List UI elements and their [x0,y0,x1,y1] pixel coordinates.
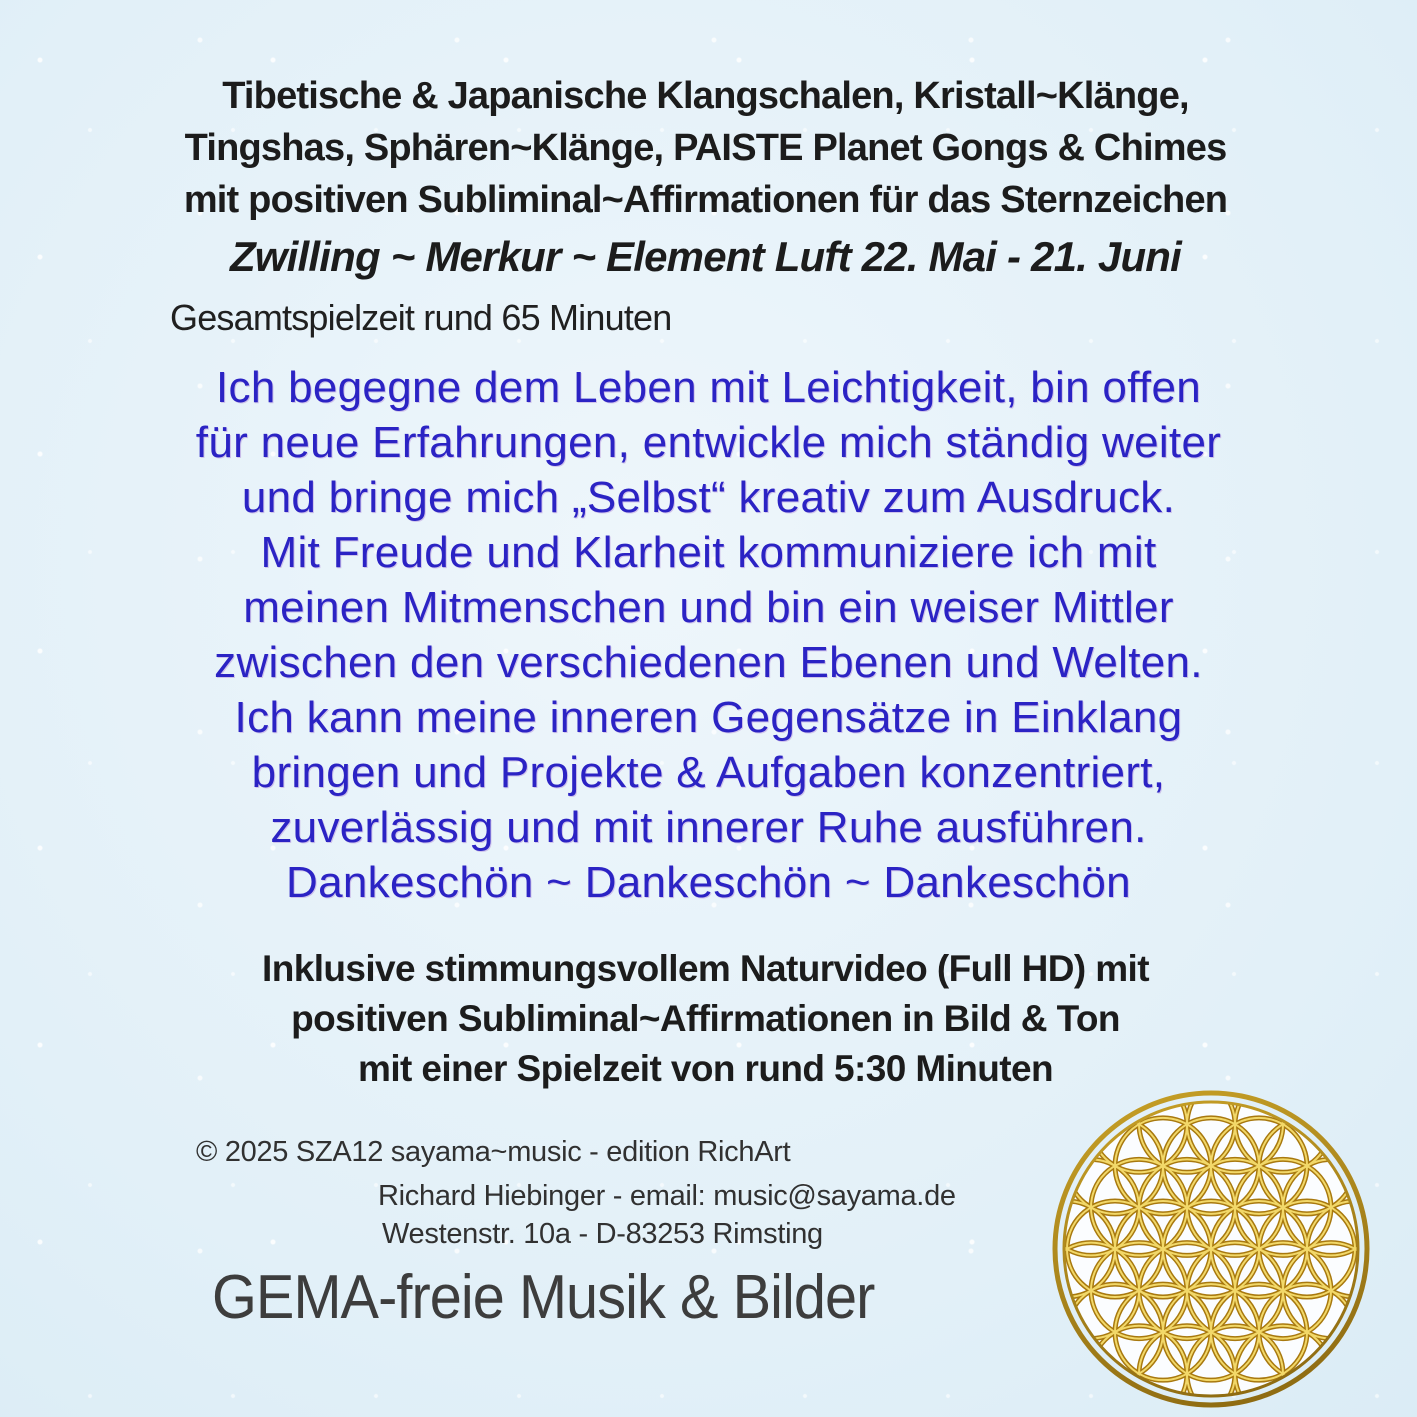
title-line-3: mit positiven Subliminal~Affirmationen für das Sternzeichen [183,179,1228,221]
affirmation-line: bringen und Projekte & Aufgaben konzentriert, [251,748,1166,797]
imprint-contact-line: Richard Hiebinger - email: music@sayama.de [378,1180,956,1212]
affirmation-line: zwischen den verschiedenen Ebenen und Welten. [214,638,1203,687]
flower-of-life-icon [1045,1083,1377,1415]
affirmation-line: meinen Mitmenschen und bin ein weiser Mittler [243,583,1174,632]
title-line-1: Tibetische & Japanische Klangschalen, Kristall~Klänge, [222,75,1189,117]
affirmation-line: und bringe mich „Selbst“ kreativ zum Ausdruck. [241,473,1176,522]
video-info-line-2: positiven Subliminal~Affirmationen in Bild & Ton [291,998,1120,1039]
imprint-address-line: Westenstr. 10a - D-83253 Rimsting [382,1218,823,1250]
affirmation-line: zuverlässig und mit innerer Ruhe ausführen. [270,803,1147,852]
affirmation-line: für neue Erfahrungen, entwickle mich ständig weiter [195,418,1222,467]
affirmation-block [0,360,1417,910]
affirmation-line: Ich kann meine inneren Gegensätze in Einklang [234,693,1183,742]
title-line-2: Tingshas, Sphären~Klänge, PAISTE Planet Gongs & Chimes [184,127,1227,169]
affirmation-line: Mit Freude und Klarheit kommuniziere ich mit [260,528,1157,577]
imprint-copyright-line: © 2025 SZA12 sayama~music - edition RichArt [196,1136,791,1168]
zodiac-line: Zwilling ~ Merkur ~ Element Luft 22. Mai - 21. Juni [229,233,1182,280]
gema-free-label: GEMA-freie Musik & Bilder [212,1263,875,1332]
affirmation-line-thanks: Dankeschön ~ Dankeschön ~ Dankeschön [286,858,1131,907]
video-info-line-3: mit einer Spielzeit von rund 5:30 Minuten [358,1048,1053,1089]
video-info-line-1: Inklusive stimmungsvollem Naturvideo (Full HD) mit [262,948,1149,989]
video-info-block [0,944,1411,1094]
affirmation-line: Ich begegne dem Leben mit Leichtigkeit, bin offen [216,363,1201,412]
title-block [0,70,1411,339]
playtime-line: Gesamtspielzeit rund 65 Minuten [170,297,672,338]
